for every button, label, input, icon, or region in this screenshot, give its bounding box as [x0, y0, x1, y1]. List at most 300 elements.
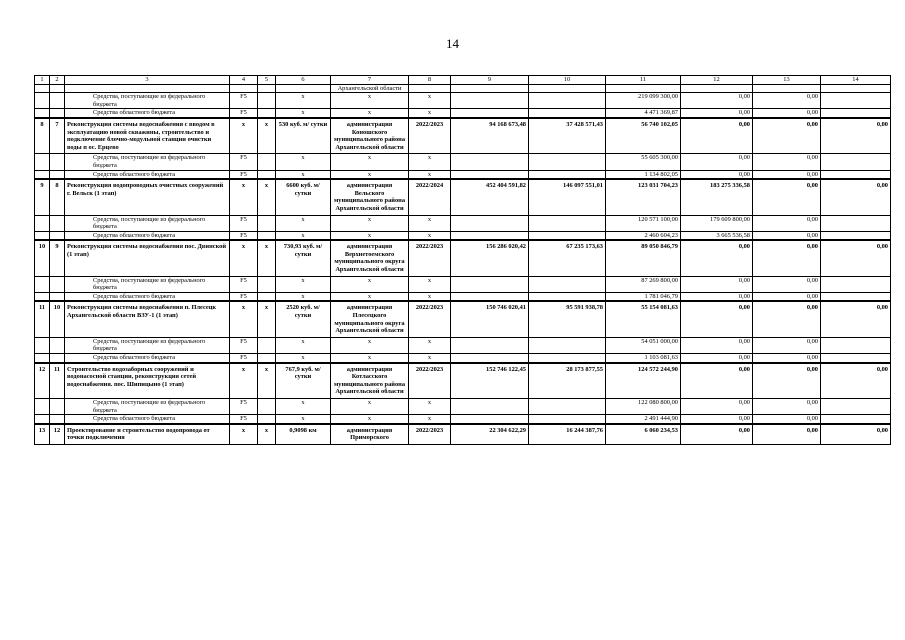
cell-col-11: 123 031 704,23 — [606, 179, 681, 215]
cell-col-14 — [821, 337, 891, 353]
cell-col-12: 0,00 — [681, 276, 753, 292]
cell-col-7: x — [331, 231, 409, 240]
page-number: 14 — [446, 36, 459, 51]
cell-col-7: x — [331, 354, 409, 363]
cell-col-11: 1 103 081,63 — [606, 354, 681, 363]
cell-col-2 — [50, 215, 65, 231]
cell-col-7: x — [331, 154, 409, 170]
cell-col-5 — [258, 170, 276, 179]
project-row — [35, 179, 891, 215]
cell-col-13: 0,00 — [753, 231, 821, 240]
cell-col-6: x — [276, 337, 331, 353]
funding-source-row — [35, 354, 891, 363]
cell-col-10 — [529, 84, 606, 93]
cell-col-13: 0,00 — [753, 154, 821, 170]
funding-source-row — [35, 398, 891, 414]
cell-col-3: Реконструкция системы водоснабжения п. Плесецк Архангельской области ВЗУ-1 (1 этап) — [65, 301, 230, 337]
cell-col-9: 150 746 020,41 — [451, 301, 529, 337]
cell-col-7: x — [331, 415, 409, 424]
cell-col-2: 7 — [50, 118, 65, 154]
cell-col-12: 0,00 — [681, 93, 753, 109]
cell-col-12: 0,00 — [681, 240, 753, 276]
cell-col-4 — [230, 84, 258, 93]
cell-col-13: 0,00 — [753, 424, 821, 445]
cell-col-12: 0,00 — [681, 170, 753, 179]
cell-col-12: 183 275 336,58 — [681, 179, 753, 215]
cell-col-8: x — [409, 292, 451, 301]
cell-col-6: 767,9 куб. м/ сутки — [276, 363, 331, 399]
cell-col-4: x — [230, 363, 258, 399]
cell-col-14 — [821, 93, 891, 109]
cell-col-7: администрация Приморского — [331, 424, 409, 445]
cell-col-3: Проектирование и строительство водопровода от точки подключения — [65, 424, 230, 445]
cell-col-7: администрация Плесецкого муниципального округа Архангельской области — [331, 301, 409, 337]
cell-col-12: 0,00 — [681, 118, 753, 154]
cell-col-2 — [50, 354, 65, 363]
cell-col-9: 152 746 122,45 — [451, 363, 529, 399]
cell-col-8: x — [409, 276, 451, 292]
cell-col-3: Средства областного бюджета — [65, 354, 230, 363]
cell-col-13: 0,00 — [753, 354, 821, 363]
cell-col-2 — [50, 276, 65, 292]
cell-col-11: 56 740 102,05 — [606, 118, 681, 154]
cell-col-5: x — [258, 118, 276, 154]
cell-col-1: 11 — [35, 301, 50, 337]
table-body — [35, 76, 891, 445]
cell-col-9: 452 404 591,82 — [451, 179, 529, 215]
budget-table — [34, 75, 891, 445]
cell-col-4: F5 — [230, 109, 258, 118]
cell-col-5 — [258, 231, 276, 240]
cell-col-11: 4 471 369,87 — [606, 109, 681, 118]
cell-col-12 — [681, 84, 753, 93]
column-header-7: 7 — [331, 76, 409, 85]
cell-col-3: Реконструкция водопроводных очистных сооружений г. Вельск (1 этап) — [65, 179, 230, 215]
cell-col-14: 0,00 — [821, 424, 891, 445]
cell-col-11: 120 571 100,00 — [606, 215, 681, 231]
continuation-row — [35, 84, 891, 93]
cell-col-13: 0,00 — [753, 292, 821, 301]
cell-col-6: x — [276, 93, 331, 109]
cell-col-14 — [821, 84, 891, 93]
cell-col-13: 0,00 — [753, 170, 821, 179]
cell-col-11: 54 051 000,00 — [606, 337, 681, 353]
cell-col-9 — [451, 398, 529, 414]
cell-col-3: Средства областного бюджета — [65, 292, 230, 301]
header-row — [35, 76, 891, 85]
column-header-14: 14 — [821, 76, 891, 85]
cell-col-10 — [529, 154, 606, 170]
funding-source-row — [35, 215, 891, 231]
cell-col-5: x — [258, 179, 276, 215]
cell-col-10 — [529, 93, 606, 109]
cell-col-6: x — [276, 215, 331, 231]
cell-col-5 — [258, 415, 276, 424]
column-header-2: 2 — [50, 76, 65, 85]
cell-col-1 — [35, 337, 50, 353]
cell-col-5 — [258, 154, 276, 170]
cell-col-1 — [35, 292, 50, 301]
cell-col-5 — [258, 337, 276, 353]
cell-col-2 — [50, 292, 65, 301]
cell-col-10 — [529, 415, 606, 424]
cell-col-11: 55 154 081,63 — [606, 301, 681, 337]
cell-col-6: x — [276, 398, 331, 414]
cell-col-2 — [50, 109, 65, 118]
cell-col-7: x — [331, 215, 409, 231]
cell-col-6: 6600 куб. м/ сутки — [276, 179, 331, 215]
funding-source-row — [35, 93, 891, 109]
cell-col-1 — [35, 398, 50, 414]
cell-col-13 — [753, 84, 821, 93]
project-row — [35, 301, 891, 337]
cell-col-3: Реконструкция системы водоснабжения с вводом в эксплуатацию новой скважины, строительство и подключение блочно-модульной станции очистки воды п ос. Ерцево — [65, 118, 230, 154]
cell-col-3 — [65, 84, 230, 93]
cell-col-8: x — [409, 415, 451, 424]
cell-col-7: x — [331, 398, 409, 414]
cell-col-12: 0,00 — [681, 337, 753, 353]
cell-col-9 — [451, 276, 529, 292]
cell-col-4: F5 — [230, 215, 258, 231]
cell-col-5: x — [258, 424, 276, 445]
cell-col-2 — [50, 93, 65, 109]
cell-col-7: x — [331, 109, 409, 118]
cell-col-7: x — [331, 170, 409, 179]
cell-col-10 — [529, 398, 606, 414]
cell-col-4: F5 — [230, 354, 258, 363]
cell-col-8: 2022/2023 — [409, 118, 451, 154]
cell-col-13: 0,00 — [753, 109, 821, 118]
cell-col-12: 0,00 — [681, 424, 753, 445]
cell-col-8: x — [409, 337, 451, 353]
cell-col-2 — [50, 84, 65, 93]
cell-col-3: Средства областного бюджета — [65, 231, 230, 240]
cell-col-1: 13 — [35, 424, 50, 445]
cell-col-14 — [821, 398, 891, 414]
project-row — [35, 363, 891, 399]
cell-col-4: F5 — [230, 415, 258, 424]
cell-col-14 — [821, 109, 891, 118]
cell-col-1 — [35, 109, 50, 118]
column-header-6: 6 — [276, 76, 331, 85]
cell-col-10: 95 591 938,78 — [529, 301, 606, 337]
cell-col-11: 87 269 800,00 — [606, 276, 681, 292]
cell-col-2: 8 — [50, 179, 65, 215]
column-header-13: 13 — [753, 76, 821, 85]
cell-col-14: 0,00 — [821, 301, 891, 337]
cell-col-10 — [529, 170, 606, 179]
cell-col-9 — [451, 154, 529, 170]
cell-col-10 — [529, 292, 606, 301]
cell-col-7: администрация Верхнетоемского муниципального округа Архангельской области — [331, 240, 409, 276]
column-header-8: 8 — [409, 76, 451, 85]
cell-col-14 — [821, 215, 891, 231]
column-header-11: 11 — [606, 76, 681, 85]
cell-col-7: x — [331, 93, 409, 109]
cell-col-8: 2022/2023 — [409, 363, 451, 399]
cell-col-11: 55 605 300,00 — [606, 154, 681, 170]
cell-col-10: 146 097 551,01 — [529, 179, 606, 215]
cell-col-7: администрация Котласского муниципального района Архангельской области — [331, 363, 409, 399]
cell-col-12: 0,00 — [681, 301, 753, 337]
cell-col-10: 28 173 877,55 — [529, 363, 606, 399]
cell-col-8: x — [409, 93, 451, 109]
cell-col-9 — [451, 84, 529, 93]
cell-col-8: x — [409, 109, 451, 118]
cell-col-2 — [50, 170, 65, 179]
cell-col-8: x — [409, 354, 451, 363]
column-header-12: 12 — [681, 76, 753, 85]
cell-col-9 — [451, 354, 529, 363]
cell-col-4: F5 — [230, 292, 258, 301]
cell-col-14 — [821, 292, 891, 301]
cell-col-3: Средства, поступающие из федерального бюджета — [65, 93, 230, 109]
cell-col-2: 10 — [50, 301, 65, 337]
cell-col-9: 156 286 020,42 — [451, 240, 529, 276]
cell-col-11 — [606, 84, 681, 93]
column-header-9: 9 — [451, 76, 529, 85]
cell-col-11: 89 050 846,79 — [606, 240, 681, 276]
cell-col-13: 0,00 — [753, 415, 821, 424]
cell-col-12: 0,00 — [681, 109, 753, 118]
cell-col-7: администрация Коношского муниципального района Архангельской области — [331, 118, 409, 154]
cell-col-3: Средства, поступающие из федерального бюджета — [65, 276, 230, 292]
cell-col-13: 0,00 — [753, 179, 821, 215]
cell-col-9 — [451, 93, 529, 109]
cell-col-4: F5 — [230, 276, 258, 292]
cell-col-14: 0,00 — [821, 118, 891, 154]
cell-col-3: Средства, поступающие из федерального бюджета — [65, 398, 230, 414]
cell-col-13: 0,00 — [753, 93, 821, 109]
cell-col-1 — [35, 354, 50, 363]
cell-col-6: x — [276, 170, 331, 179]
cell-col-11: 219 099 300,00 — [606, 93, 681, 109]
cell-col-4: x — [230, 301, 258, 337]
cell-col-2: 9 — [50, 240, 65, 276]
cell-col-11: 1 781 046,79 — [606, 292, 681, 301]
cell-col-3: Средства областного бюджета — [65, 170, 230, 179]
cell-col-1: 9 — [35, 179, 50, 215]
cell-col-8: 2022/2024 — [409, 179, 451, 215]
cell-col-7: Архангельской области — [331, 84, 409, 93]
cell-col-10 — [529, 109, 606, 118]
cell-col-14 — [821, 354, 891, 363]
cell-col-11: 1 134 802,05 — [606, 170, 681, 179]
cell-col-4: F5 — [230, 93, 258, 109]
cell-col-12: 0,00 — [681, 354, 753, 363]
cell-col-8: x — [409, 231, 451, 240]
cell-col-4: F5 — [230, 170, 258, 179]
cell-col-3: Средства, поступающие из федерального бюджета — [65, 154, 230, 170]
cell-col-4: x — [230, 118, 258, 154]
cell-col-5 — [258, 215, 276, 231]
cell-col-5 — [258, 276, 276, 292]
cell-col-7: x — [331, 292, 409, 301]
cell-col-12: 179 609 800,00 — [681, 215, 753, 231]
cell-col-6: 0,9098 км — [276, 424, 331, 445]
cell-col-1: 10 — [35, 240, 50, 276]
cell-col-12: 0,00 — [681, 415, 753, 424]
cell-col-4: F5 — [230, 154, 258, 170]
cell-col-11: 124 572 244,90 — [606, 363, 681, 399]
cell-col-2 — [50, 154, 65, 170]
cell-col-13: 0,00 — [753, 276, 821, 292]
cell-col-6: x — [276, 276, 331, 292]
cell-col-9 — [451, 170, 529, 179]
cell-col-12: 3 665 536,58 — [681, 231, 753, 240]
cell-col-1 — [35, 170, 50, 179]
cell-col-9: 94 168 673,48 — [451, 118, 529, 154]
cell-col-1 — [35, 276, 50, 292]
column-header-1: 1 — [35, 76, 50, 85]
cell-col-7: x — [331, 337, 409, 353]
cell-col-2: 11 — [50, 363, 65, 399]
cell-col-10 — [529, 354, 606, 363]
project-row — [35, 118, 891, 154]
cell-col-8 — [409, 84, 451, 93]
cell-col-5: x — [258, 301, 276, 337]
project-row — [35, 424, 891, 445]
funding-source-row — [35, 337, 891, 353]
column-header-3: 3 — [65, 76, 230, 85]
cell-col-13: 0,00 — [753, 215, 821, 231]
cell-col-2 — [50, 337, 65, 353]
cell-col-9 — [451, 231, 529, 240]
cell-col-13: 0,00 — [753, 398, 821, 414]
cell-col-6: 530 куб. м/ сутки — [276, 118, 331, 154]
cell-col-4: F5 — [230, 398, 258, 414]
cell-col-5: x — [258, 240, 276, 276]
cell-col-6: 2520 куб. м/ сутки — [276, 301, 331, 337]
cell-col-14 — [821, 154, 891, 170]
cell-col-6: x — [276, 109, 331, 118]
cell-col-6: x — [276, 154, 331, 170]
cell-col-9 — [451, 292, 529, 301]
cell-col-2 — [50, 398, 65, 414]
cell-col-14: 0,00 — [821, 240, 891, 276]
cell-col-10 — [529, 231, 606, 240]
cell-col-6: 730,93 куб. м/сутки — [276, 240, 331, 276]
cell-col-10: 37 428 571,43 — [529, 118, 606, 154]
cell-col-6 — [276, 84, 331, 93]
column-header-4: 4 — [230, 76, 258, 85]
funding-source-row — [35, 109, 891, 118]
cell-col-1 — [35, 415, 50, 424]
funding-source-row — [35, 154, 891, 170]
cell-col-1 — [35, 215, 50, 231]
cell-col-13: 0,00 — [753, 337, 821, 353]
cell-col-10 — [529, 337, 606, 353]
cell-col-10 — [529, 215, 606, 231]
cell-col-12: 0,00 — [681, 398, 753, 414]
cell-col-1 — [35, 154, 50, 170]
cell-col-5 — [258, 354, 276, 363]
cell-col-9: 22 304 622,29 — [451, 424, 529, 445]
cell-col-3: Строительство водозаборных сооружений и водонасосной станции, реконструкция сетей водоснабжения. пос. Шипицыно (1 этап) — [65, 363, 230, 399]
cell-col-11: 2 460 604,23 — [606, 231, 681, 240]
cell-col-14 — [821, 415, 891, 424]
cell-col-14: 0,00 — [821, 179, 891, 215]
funding-source-row — [35, 276, 891, 292]
cell-col-11: 2 491 444,90 — [606, 415, 681, 424]
cell-col-2: 12 — [50, 424, 65, 445]
cell-col-5: x — [258, 363, 276, 399]
funding-source-row — [35, 231, 891, 240]
column-header-5: 5 — [258, 76, 276, 85]
cell-col-14 — [821, 276, 891, 292]
cell-col-9 — [451, 415, 529, 424]
cell-col-1 — [35, 231, 50, 240]
column-header-10: 10 — [529, 76, 606, 85]
cell-col-3: Средства областного бюджета — [65, 109, 230, 118]
cell-col-7: x — [331, 276, 409, 292]
cell-col-6: x — [276, 231, 331, 240]
cell-col-4: x — [230, 240, 258, 276]
cell-col-11: 6 060 234,53 — [606, 424, 681, 445]
funding-source-row — [35, 170, 891, 179]
cell-col-3: Средства, поступающие из федерального бюджета — [65, 337, 230, 353]
cell-col-1: 12 — [35, 363, 50, 399]
cell-col-9 — [451, 109, 529, 118]
cell-col-12: 0,00 — [681, 154, 753, 170]
cell-col-10 — [529, 276, 606, 292]
cell-col-12: 0,00 — [681, 292, 753, 301]
cell-col-13: 0,00 — [753, 240, 821, 276]
cell-col-13: 0,00 — [753, 118, 821, 154]
cell-col-3: Средства областного бюджета — [65, 415, 230, 424]
cell-col-14 — [821, 170, 891, 179]
cell-col-4: x — [230, 424, 258, 445]
cell-col-4: F5 — [230, 231, 258, 240]
cell-col-6: x — [276, 354, 331, 363]
cell-col-13: 0,00 — [753, 363, 821, 399]
cell-col-10: 16 244 387,76 — [529, 424, 606, 445]
cell-col-6: x — [276, 415, 331, 424]
cell-col-8: 2022/2023 — [409, 240, 451, 276]
cell-col-8: x — [409, 398, 451, 414]
cell-col-3: Реконструкция системы водоснабжения пос. Двинской (1 этап) — [65, 240, 230, 276]
cell-col-2 — [50, 415, 65, 424]
project-row — [35, 240, 891, 276]
cell-col-12: 0,00 — [681, 363, 753, 399]
cell-col-8: 2022/2023 — [409, 301, 451, 337]
cell-col-1 — [35, 84, 50, 93]
cell-col-9 — [451, 337, 529, 353]
cell-col-5 — [258, 109, 276, 118]
cell-col-1 — [35, 93, 50, 109]
cell-col-7: администрация Вельского муниципального района Архангельской области — [331, 179, 409, 215]
cell-col-9 — [451, 215, 529, 231]
cell-col-3: Средства, поступающие из федерального бюджета — [65, 215, 230, 231]
cell-col-6: x — [276, 292, 331, 301]
cell-col-10: 67 235 173,63 — [529, 240, 606, 276]
cell-col-8: x — [409, 154, 451, 170]
cell-col-5 — [258, 93, 276, 109]
funding-source-row — [35, 292, 891, 301]
cell-col-5 — [258, 292, 276, 301]
cell-col-13: 0,00 — [753, 301, 821, 337]
cell-col-1: 8 — [35, 118, 50, 154]
cell-col-8: x — [409, 170, 451, 179]
cell-col-11: 122 080 800,00 — [606, 398, 681, 414]
cell-col-14 — [821, 231, 891, 240]
funding-source-row — [35, 415, 891, 424]
cell-col-2 — [50, 231, 65, 240]
cell-col-14: 0,00 — [821, 363, 891, 399]
cell-col-8: x — [409, 215, 451, 231]
cell-col-5 — [258, 398, 276, 414]
cell-col-8: 2022/2023 — [409, 424, 451, 445]
